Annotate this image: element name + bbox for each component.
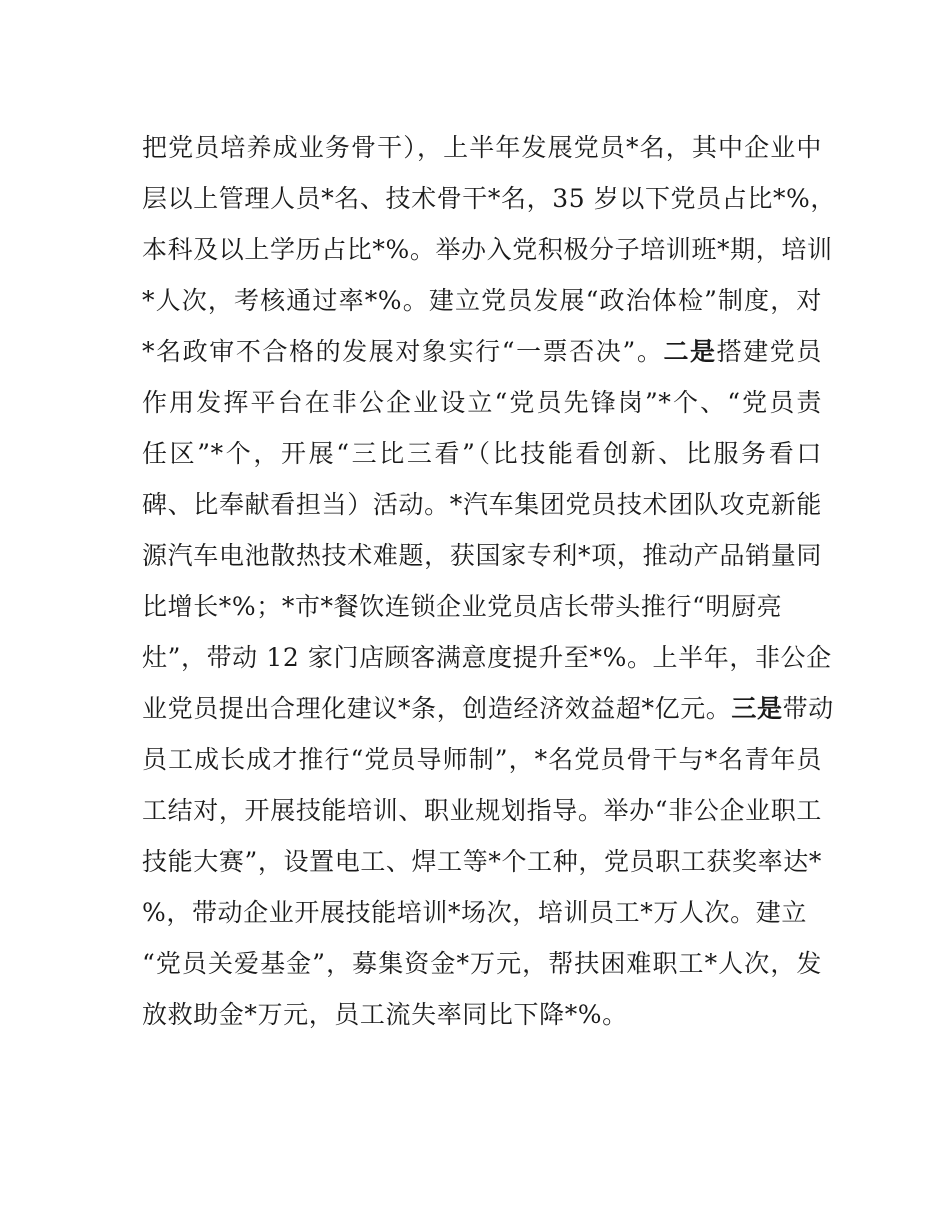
text-line: 工结对，开展技能培训、职业规划指导。举办“非公企业职工 — [142, 796, 822, 825]
text-line: 技能大赛”，设置电工、焊工等*个工种，党员职工获奖率达* — [142, 847, 822, 876]
text-line: %，带动企业开展技能培训*场次，培训员工*万人次。建立 — [142, 898, 807, 927]
text-line: 灶”，带动 12 家门店顾客满意度提升至*%。上半年，非公企 — [142, 643, 832, 672]
text-line: 作用发挥平台在非公企业设立“党员先锋岗”*个、“党员责 — [142, 388, 822, 417]
bold-marker-third: 三是 — [731, 694, 783, 723]
body-paragraph — [142, 122, 837, 1040]
text-line: 碑、比奉献看担当）活动。*汽车集团党员技术团队攻克新能 — [142, 490, 822, 519]
text-line: 比增长*%；*市*餐饮连锁企业党员店长带头推行“明厨亮 — [142, 592, 783, 621]
text-line: *人次，考核通过率*%。建立党员发展“政治体检”制度，对 — [142, 286, 822, 315]
text-line: 业党员提出合理化建议*条，创造经济效益超*亿元。三是带动 — [142, 694, 834, 723]
text-line: 任区”*个，开展“三比三看”（比技能看创新、比服务看口 — [142, 439, 822, 468]
text-line: 层以上管理人员*名、技术骨干*名，35 岁以下党员占比*%， — [142, 184, 837, 213]
text-line: *名政审不合格的发展对象实行“一票否决”。二是搭建党员 — [142, 337, 822, 366]
text-line: 本科及以上学历占比*%。举办入党积极分子培训班*期，培训 — [142, 235, 833, 264]
text-line: “党员关爱基金”，募集资金*万元，帮扶困难职工*人次，发 — [142, 949, 822, 978]
text-line: 员工成长成才推行“党员导师制”，*名党员骨干与*名青年员 — [142, 745, 822, 774]
text-line: 把党员培养成业务骨干），上半年发展党员*名，其中企业中 — [142, 133, 822, 162]
text-line: 源汽车电池散热技术难题，获国家专利*项，推动产品销量同 — [142, 541, 822, 570]
bold-marker-second: 二是 — [663, 337, 717, 366]
text-line: 放救助金*万元，员工流失率同比下降*%。 — [142, 1000, 628, 1029]
